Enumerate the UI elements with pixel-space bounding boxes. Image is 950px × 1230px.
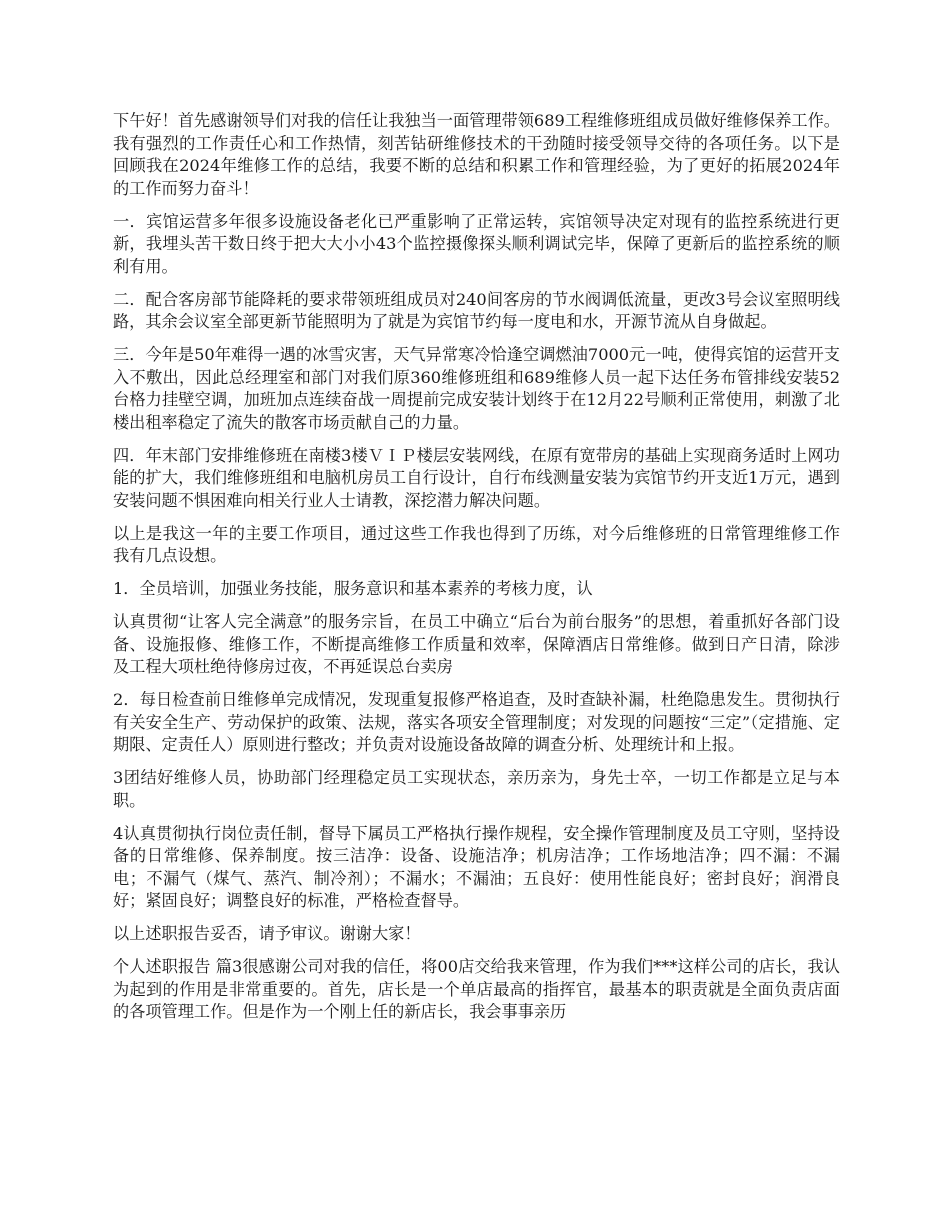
paragraph-closing: 以上述职报告妥否，请予审议。谢谢大家！ (113, 924, 421, 943)
paragraph-item-2-energy-saving: 二．配合客房部节能降耗的要求带领班组成员对240间客房的节水阀调低流量，更改3号会议室照明线路，其余会议室全部更新节能照明为了就是为宾馆节约每一度电和水，开源节流从自身做起。 (113, 289, 840, 331)
paragraph-item-4-network: 四．年末部门安排维修班在南楼3楼ＶＩＰ楼层安装网线，在原有宽带房的基础上实现商务适时上网功能的扩大，我们维修班组和电脑机房员工自行设计，自行布线测量安装为宾馆节约开支近1万元，遇到安装问题不惧困难向相关行业人士请教，深挖潜力解决问题。 (113, 445, 840, 510)
paragraph-greeting: 下午好！首先感谢领导们对我的信任让我独当一面管理带领689工程维修班组成员做好维修保养工作。我有强烈的工作责任心和工作热情，刻苦钻研维修技术的干劲随时接受领导交待的各项任务。以下是回顾我在2024年维修工作的总结，我要不断的总结和积累工作和管理经验，为了更好的拓展2024年的工作而努力奋斗！ (113, 111, 840, 198)
paragraph-plan-2: 2．每日检查前日维修单完成情况，发现重复报修严格追查，及时查缺补漏，杜绝隐患发生。贯彻执行有关安全生产、劳动保护的政策、法规，落实各项安全管理制度；对发现的问题按“三定”（定措施、定期限、定责任人）原则进行整改；并负责对设施设备故障的调查分析、处理统计和上报。 (113, 690, 840, 754)
paragraph-plan-3: 3团结好维修人员，协助部门经理稳定员工实现状态，亲历亲为，身先士卒，一切工作都是立足与本职。 (113, 768, 840, 810)
paragraph-plan-4: 4认真贯彻执行岗位责任制，督导下属员工严格执行操作规程，安全操作管理制度及员工守则，坚持设备的日常维修、保养制度。按三洁净：设备、设施洁净；机房洁净；工作场地洁净；四不漏：不漏电；不漏气（煤气、蒸汽、制冷剂）；不漏水；不漏油；五良好：使用性能良好；密封良好；润滑良好；紧固良好；调整良好的标准，严格检查督导。 (113, 823, 840, 910)
paragraph-item-1-monitoring: 一．宾馆运营多年很多设施设备老化已严重影响了正常运转，宾馆领导决定对现有的监控系统进行更新，我埋头苦干数日终于把大大小小43个监控摄像探头顺利调试完毕，保障了更新后的监控系统的顺利有用。 (113, 211, 840, 276)
document-body (113, 110, 840, 1034)
paragraph-plan-1: 1．全员培训，加强业务技能，服务意识和基本素养的考核力度，认 (113, 579, 593, 598)
paragraph-next-report: 个人述职报告 篇3很感谢公司对我的信任，将00店交给我来管理，作为我们***这样公司的店长，我认为起到的作用是非常重要的。首先，店长是一个单店最高的指挥官，最基本的职责就是全面负责店面的各项管理工作。但是作为一个刚上任的新店长，我会事事亲历 (113, 957, 840, 1021)
paragraph-summary: 以上是我这一年的主要工作项目，通过这些工作我也得到了历练，对今后维修班的日常管理维修工作我有几点设想。 (113, 523, 840, 565)
paragraph-plan-1-detail: 认真贯彻“让客人完全满意”的服务宗旨，在员工中确立“后台为前台服务”的思想，着重抓好各部门设备、设施报修、维修工作，不断提高维修工作质量和效率，保障酒店日常维修。做到日产日清，除涉及工程大项杜绝待修房过夜，不再延误总台卖房 (113, 612, 840, 676)
paragraph-item-3-air-conditioning: 三．今年是50年难得一遇的冰雪灾害，天气异常寒冷恰逢空调燃油7000元一吨，使得宾馆的运营开支入不敷出，因此总经理室和部门对我们原360维修班组和689维修人员一起下达任务布管排线安装52台格力挂壁空调，加班加点连续奋战一周提前完成安装计划终于在12月22号顺利正常使用，刺激了北楼出租率稳定了流失的散客市场贡献自己的力量。 (113, 345, 840, 432)
